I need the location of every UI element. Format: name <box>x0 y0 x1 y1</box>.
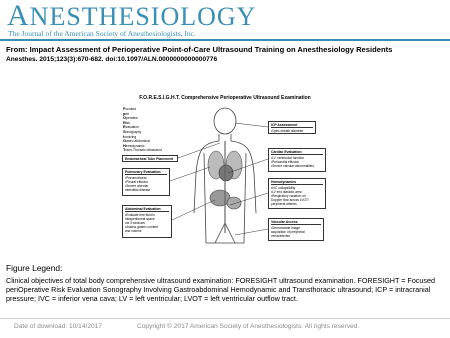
acronym-item: Hemodynamic <box>123 142 145 148</box>
hemodynamics-box: Hemodynamics •IVC collapsibility •LV end diastolic area •Respiratory variation on Doppler flow across LVOT/ peripheral arteries <box>268 178 326 209</box>
figure-title: F.O.R.E.S.I.G.H.T. Comprehensive Perioperative Ultrasound Examination <box>139 95 311 101</box>
endotracheal-tube-box: Endotracheal Tube Placement <box>122 155 178 162</box>
icp-assessment-box: ICP Assessment •Optic sheath diameter <box>268 121 316 134</box>
acronym-item: Involving <box>123 133 137 139</box>
acronym-item: Risk <box>123 119 130 125</box>
journal-logo: ANESTHESIOLOGY <box>7 0 257 32</box>
download-date: Date of download: 10/14/2017 <box>14 323 102 330</box>
journal-subtitle: The Journal of the American Society of Anesthesiologists, Inc. <box>8 29 196 38</box>
header-divider <box>0 39 450 41</box>
vascular-access-box: Vascular Access •Demonstrate image acquisition of peripheral veins/arteries <box>268 218 324 241</box>
footer-divider <box>0 318 450 319</box>
acronym-item: Sonography <box>123 128 142 134</box>
acronym-item: peri <box>123 110 130 116</box>
figure-legend-text: Clinical objectives of total body comprehensive ultrasound examination: FORESIGHT ultrasound examination. FORESIGHT = Focused periOperative Risk Evaluation Sonography Involving Gastroabdominal Hemodynamic and Transthoracic ultrasound; ICP = intracranial pressure; IVC = inferior vena cava; LV = left ventricular; LVOT = left ventricular outflow tract. <box>6 276 435 304</box>
copyright-notice: Copyright © 2017 American Society of Anesthesiologists. All rights reserved. <box>137 323 360 330</box>
figure-legend-heading: Figure Legend: <box>6 263 63 273</box>
figure-panel <box>120 95 330 255</box>
acronym-item: Operative <box>123 115 138 121</box>
pulmonary-evaluation-box: Pulmonary Evaluation •Pneumothorax •Pleural effusion •Severe alveolar interstitial disease <box>122 168 170 196</box>
article-citation: Anesthes. 2015;123(3):670-682. doi:10.1097/ALN.0000000000000776 <box>6 56 218 63</box>
connector-lines <box>120 95 330 255</box>
acronym-item: Gastro-abdominal <box>123 138 150 144</box>
article-source-title: From: Impact Assessment of Perioperative Point-of-Care Ultrasound Training on Anesthesiology Residents <box>6 45 393 54</box>
abdominal-evaluation-box: Abdominal Evaluation •Evaluate free fluid in intraperitoneal space via 3 windows •Assess gastric content and volume <box>122 205 172 238</box>
acronym-item: Evaluation <box>123 124 139 130</box>
acronym-item: Trans-Thoracic ultrasound <box>123 147 162 153</box>
cardiac-evaluation-box: Cardiac Evaluation •LV, ventricular function •Pericardial effusion •Severe valvular abnormalities <box>268 148 326 172</box>
journal-header <box>0 0 450 40</box>
acronym-item: Focused <box>123 106 137 111</box>
